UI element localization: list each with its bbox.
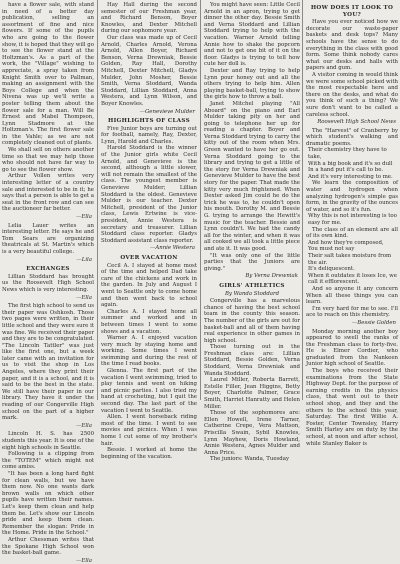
verse-line: Why this is not interesting is too easy for me. bbox=[308, 213, 397, 226]
article-paragraph: We learn the composition of water and hydrogen when analyzing hydrogen's simple gas form, in the gravity of the ounces of water, and so it's fun. bbox=[306, 180, 398, 213]
column-rule bbox=[200, 0, 201, 400]
article-paragraph: Harold Stoddard is the winner of the Junior girls white Cecil Arnold, and Genevieve is the second, although a little slower, will not remain the smallest of the class. The youngest member is Genevieve Mulder; Lillian Stoddard is the oldest. Genevieve Mulder is our teacher. Dexter Mitchell, president of the Junior class, Lewis Ertwine is vice-president, Annie Westera is secretary and treasurer. Lillian Stoddard class reporter. Gladys Stoddard assistant class reporter. bbox=[101, 145, 197, 244]
byline: —Lila bbox=[76, 256, 92, 263]
article-paragraph: The first high school to send us their paper was Oshkosh. Those two pages were written, in their little school and they were sure it was fine. We received their paper and they are to be congratulated. "The Lincoln Tattler" was just like the first one, but a week later came with an invitation for us to visit the shop in Los Angeles, where they print their paper, and it is a school, and it is said to be the best in the state. We still have their paper in our library. They have it under the reading of our Congerville High school on the part of a higher mark. bbox=[2, 303, 94, 422]
article-paragraph: Those of the sophomores are: Ellen Howell, Irene Tarner, Catherine Crepe, Vera Mattson, Priscilla Swain, Sybil Knowles, Lynn Mayhew, Doris Howland, Annie Westera, Agnes Mulder and Anna Price. bbox=[204, 410, 300, 456]
column-rule bbox=[302, 0, 303, 400]
verse-line: And it's very interesting to me. bbox=[308, 173, 393, 180]
article-paragraph: The boys who received their examinations from the State Highway Dept. for the purpose of earning credits in the physics class, that went out to their school shop, and they and the others to the school this year, Saturday. The first Willie A. Foster, Center Townsley, Harry Smith Harley are on duty by the school, at noon and after school, while Stanley Baker is bbox=[306, 368, 398, 447]
article-paragraph: Have you ever noticed how we decorate our waste-paper baskets and desk tops? Many schools have the sense to do everything in the class with good form. Some think nobody cares what our desks and halls with papers and gum. bbox=[306, 19, 398, 72]
article-paragraph: Lelia Lauer writes an interesting letter. He says he and Tom Sears are organizing theatricals at St. Martin's which is a very beautiful college. bbox=[2, 222, 94, 255]
byline: By Verna Drewniak bbox=[245, 273, 298, 280]
article-paragraph: Laurel Miller, Roberta Barrett, Estelle Filler, Jean Higgins, Betty Boyer, Charlotte Palmer, Grace Smith, Harriet Hanratty and Helen Miller. bbox=[204, 377, 300, 410]
article-paragraph: I'm very hard for me to see. I'll ace to reach on this chemistry. bbox=[306, 305, 398, 319]
verse-line: With a big book and it's so dull bbox=[308, 160, 393, 167]
article-paragraph: Lillian Stoddard has brought us the Roosevelt High School News which is very interesting. bbox=[2, 273, 94, 293]
byline: —Ella bbox=[76, 214, 92, 220]
article-paragraph: And so anyone it any concern When all these things you can learn. bbox=[306, 285, 398, 306]
column-1 bbox=[2, 0, 94, 564]
byline: —Ella bbox=[76, 294, 92, 301]
byline: —Bessie Golden bbox=[351, 319, 396, 326]
article-paragraph: Those turning out in the Freshman class are: Lillian Stoddard, Bessie Golden, Verna Stoddard, Verna Drewniak and Wanda Stoddard. bbox=[204, 344, 300, 377]
article-paragraph: Charles A. I stayed home all summer and worked and in between times I went to some shows and a vacation. bbox=[101, 308, 197, 335]
verse-line: It's deliquescent. bbox=[308, 266, 355, 273]
article-paragraph: We shall sell on others another time so that we may help those who should not have far way to go to see the flower show. bbox=[2, 147, 94, 173]
byline: —Ella bbox=[76, 557, 92, 564]
article-paragraph: Following is a clipping from the "TOTEM" which might not come amiss. bbox=[2, 451, 94, 471]
article-paragraph: Congerville has a marvelous chance of having the best school team in the county this season. The number of the girls are out for basket-ball and all of them having real experience in other games in high school. bbox=[204, 298, 300, 344]
article-paragraph: Monday morning another boy appeared to swell the ranks of the Freshman class to forty-five. He is Elmer Cordier, who graduated from the Nankeen Junior high school of Seattle. bbox=[306, 328, 398, 368]
article-paragraph: Arthur Vollen writes very interesting letter of a country sale and interested to be in it; he says that a person is able to get a seat in the front row and can see the auctioneer far better. bbox=[2, 173, 94, 213]
column-3 bbox=[204, 0, 300, 463]
article-paragraph: You might have seen: Little Cecil Arnold in an apron, trying to get dinner the other day. Bessie Smith and Verna Stoddard and Lillian Stoddard trying to help with the vacation. Warner Arnold telling Annie how to shake the popcorn and not to get one bit of it on the floor. Gladys is trying to tell how cute her doll is. bbox=[204, 2, 300, 68]
article-paragraph: Janet Mitchel playing "All Aboard" on the piano and Earl Mulder taking pity on her and going to telephone her up for reading a chapter. Boyer and Verna Stoddard trying to carry the kitty out of the room when Mrs. Green wanted to have her go out. Verna Stoddard going to the library and trying to get a little of the story for Verna Drewniak and Genevieve Mulder to have the best story for the paper. That made the kitty very much frightened. When Dexter asked Jim could he do the trick he was to, he couldn't open his mouth. Dorothy M. and Bessie G. trying to arrange the Hewitt's music for the teacher. Bessie and Lynn couldn't. We had the candy all for the winter, and when it was all cooked we all took a little piece and ate it. It was good. bbox=[204, 100, 300, 252]
article-paragraph: Hay Hall during the second semester of our Freshman year, and Richard Benson, Boyer Knowles, and Dexter Mitchell during our sophomore year. bbox=[101, 2, 197, 35]
article-paragraph: Cecil A. I stayed at home most of the time and helped Dad take care of the chickens and work in the garden. In July and August I went to Seattle only to come home and then went back to school again. bbox=[101, 262, 197, 309]
article-paragraph: Bessie. I worked at home the beginning of the vacation. bbox=[101, 447, 197, 460]
section-heading: EXCHANGES bbox=[26, 266, 70, 273]
article-paragraph: Lincoln H. S. has 2500 students this year. It is one of the eight high schools in Seattle. bbox=[2, 431, 94, 451]
article-paragraph: A visitor coming in would think we were some school picked with the most respectable here and there on the desks, and what do you think of such a thing? We sure don't want to be called a careless school. bbox=[306, 71, 398, 118]
column-rule bbox=[97, 0, 98, 400]
byline: —Genevieve Mulder bbox=[139, 108, 195, 115]
article-paragraph: Our class was made up of Cecil Arnold, Charles Arnold, Verona Arnold, Allen Boyer, Richard Benson, Verna Drewniak, Bessie Golden, Ray Hall, Dorothy Mitchell, Dexter Mitchell, Gladys Mulder, John Mosher, Bessie Smith, Verna Stoddard, Wanda Stoddard, Lillian Stoddard, Anna Westera, and Lynn Wilson, and Boyer Knowles. bbox=[101, 34, 197, 107]
article-paragraph: Five Junior boys are turning out for football, namely, Ray, Dexter, Lynn, Harold and Charles. bbox=[101, 125, 197, 145]
article-paragraph: Glenna. The first part of the vacation I went swimming, tried to play tennis and went on hiking and picnic parties. I also tried my hand at crocheting, but I quit the second day. The last part of the vacation I went to Seattle. bbox=[101, 368, 197, 414]
article-paragraph: Arthur Chessman writes that the Spokane High School won the basket-ball game. bbox=[2, 536, 94, 557]
section-heading: HIGHLIGHTS OF CLASS bbox=[108, 118, 190, 125]
byline: —Ella bbox=[76, 422, 92, 429]
subheading: By Wanda Stoddard bbox=[224, 290, 280, 297]
byline: Roosevelt High School News bbox=[317, 119, 396, 126]
section-heading: HOW DOES IT LOOK TO YOU? bbox=[310, 5, 394, 18]
verse-line: And how they're composed, bbox=[308, 239, 384, 246]
article-paragraph: "It was only one of the little parties that the Juniors are giving." bbox=[204, 252, 300, 272]
column-4 bbox=[306, 0, 398, 447]
byline: —Annie Westera bbox=[149, 245, 195, 252]
article-paragraph: The "Harvest" of Cranberry by which student's walking and dramatic poems. bbox=[306, 127, 398, 147]
verse-line: You must not say bbox=[308, 246, 355, 253]
section-heading: GIRLS' ATHLETICS bbox=[219, 282, 285, 289]
article-paragraph: The class of an element are all of its own kind. bbox=[306, 226, 398, 240]
article-paragraph: have a flower sale, with stand in need of a better day publication, selling an assortment of fine and nice flowers. If some of the pupils who are going to the flower show, it is hoped that they will go to see the flower stand at the Holtzman's. As a part of the work, the "Village" wishing to appreciate, a spray taken from Knight Smith over to Pallman, making an assignment with the Boys College and when the Nivena was up we'll write a poster telling them about the flower sale for a man. Will Be Ernest and Mabel Thompson, Lynn Stadmore at the Holtzman's. The first flower sale in the Vahle; as we are not completely cleaned out of plants. bbox=[2, 2, 94, 147]
verse-line: In a hand put it's call to be. bbox=[308, 167, 384, 174]
verse-line: When it outdates it loses Ice, we call it efflorescent. bbox=[308, 272, 397, 286]
article-paragraph: The juniors: Wanda, Tuesday bbox=[210, 456, 290, 463]
article-paragraph: "It has been a long hard fight for clean walls, but we have them now. No one wants dark brown walls on which other pupils have written their names. Let's keep them clean and help them be. Let's show our Lincoln pride and keep them clean. Remember the slogan: Pride in the Home. Pride in the School." bbox=[2, 470, 94, 537]
column-2 bbox=[101, 0, 197, 460]
verse-line: Their salt takes moisture from the air. bbox=[308, 252, 392, 266]
article-paragraph: Dexter and Ray trying to help Lynn pour honey out and all the others trying to help him. Allen playing basket-ball, trying to show the girls how to throw a ball. bbox=[204, 67, 300, 101]
article-paragraph: Allen. I went horseback riding most of the time. I went to see movies and picnics. When I was home I cut some of my brother's hair. bbox=[101, 414, 197, 447]
article-paragraph: Warner A. I enjoyed vacation very much by staying home and working. Some times I went swimming and during the rest of the time I read books. bbox=[101, 335, 197, 368]
section-heading: OVER VACATION bbox=[120, 254, 178, 261]
verse-line: Their chemistry they have to take, bbox=[308, 147, 387, 161]
